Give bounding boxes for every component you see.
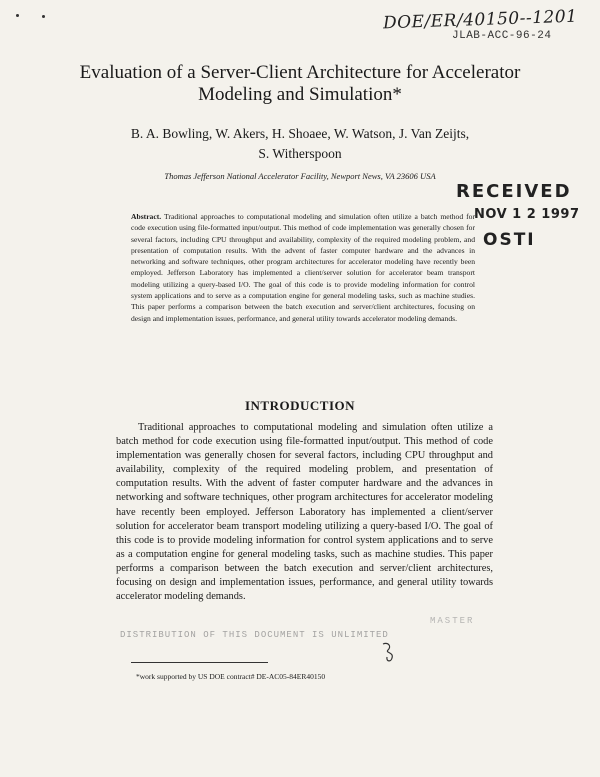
received-date-stamp: NOV 1 2 1997 — [474, 207, 580, 222]
introduction-paragraph: Traditional approaches to computational modeling and simulation often utilize a batch method for code execution using file-formatted input/output. This method of code implementation was generally chosen for several factors, including CPU throughput and availability, complexity of the required modeling problem, and presentation of computation results. With the advent of faster computer hardware and the advances in networking and software techniques, other program architectures for accelerator modeling have recently been employed. Jefferson Laboratory has implemented a client/server solution for accelerator beam transport modeling utilizing a query-based I/O. The goal of this code is to provide modeling information for control system applications and to serve as a computation engine for general modeling tasks, such as machine studies. This paper performs a comparison between the batch execution and server/client architectures, focusing on design and implementation issues, performance, and general utility towards accelerator modeling demands. — [116, 422, 493, 603]
abstract-text: Traditional approaches to computational modeling and simulation often utilize a batch method for code execution using file-formatted input/output. This method of code implementation was generally chosen for several factors, including CPU throughput and availability, complexity of the required modeling problem, and presentation of computation results. With the advent of faster computer hardware and the advances in networking and software techniques, other program architectures for accelerator modeling have recently been employed. Jefferson Laboratory has implemented a client/server solution for accelerator beam transport modeling utilizing a query-based I/O. The goal of this code is to provide modeling information for control system applications and to serve as a computation engine for general modeling tasks, such as machine studies. This paper performs a comparison between the batch execution and server/client architectures, focusing on design and implementation issues, performance, and general utility towards accelerator modeling demands. — [131, 212, 475, 323]
footnote: *work supported by US DOE contract# DE-AC05-84ER40150 — [136, 672, 326, 681]
paper-title: Evaluation of a Server-Client Architecture for Accelerator Modeling and Simulation* — [79, 62, 521, 105]
authors-line-2: S. Witherspoon — [258, 146, 342, 161]
initials-mark — [380, 640, 400, 664]
abstract — [131, 211, 475, 324]
master-stamp: MASTER — [430, 616, 475, 626]
distribution-stamp: DISTRIBUTION OF THIS DOCUMENT IS UNLIMITED — [120, 630, 389, 640]
abstract-label: Abstract. — [131, 212, 162, 221]
report-id: JLAB-ACC-96-24 — [452, 30, 552, 42]
authors-line-1: B. A. Bowling, W. Akers, H. Shoaee, W. Watson, J. Van Zeijts, — [130, 126, 470, 141]
authors — [100, 124, 500, 164]
received-stamp: RECEIVED — [456, 181, 572, 202]
osti-stamp: OSTI — [483, 230, 536, 250]
footnote-rule — [131, 662, 268, 663]
handwritten-doc-number: DOE/ER/40150--1201 — [382, 6, 578, 34]
section-heading-introduction: INTRODUCTION — [244, 398, 355, 413]
affiliation: Thomas Jefferson National Accelerator Facility, Newport News, VA 23606 USA — [164, 171, 436, 181]
